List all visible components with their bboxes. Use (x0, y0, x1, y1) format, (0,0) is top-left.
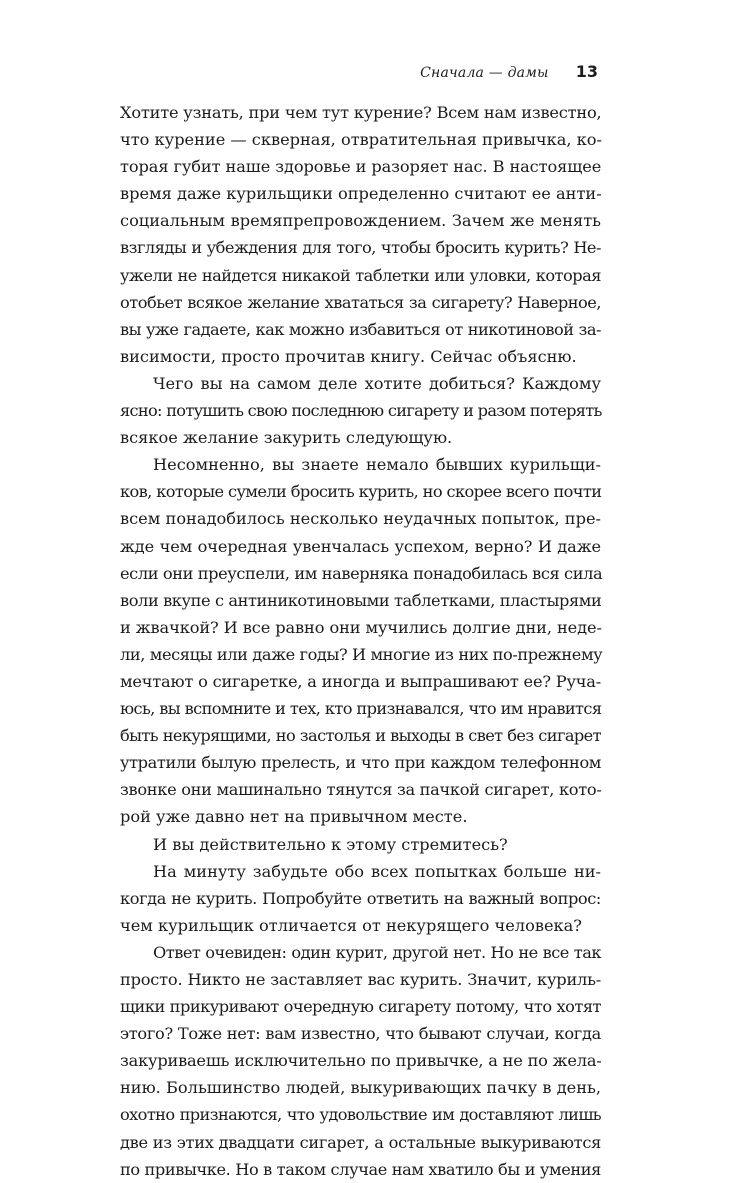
text-line: просто. Никто не заставляет вас курить. Значит, куриль- (120, 970, 601, 989)
text-line: охотно признаются, что удовольствие им доставляют лишь (120, 1105, 601, 1125)
text-line: Ответ очевиден: один курит, другой нет. Но не все так (153, 942, 601, 962)
text-line: всякое желание закурить следующую. (120, 428, 453, 448)
text-line: закуриваешь исключительно по привычке, а не по жела- (120, 1051, 602, 1071)
body-text (120, 99, 601, 1183)
text-line: ясно: потушить свою последнюю сигарету и разом потерять (120, 401, 602, 421)
page-number: 13 (575, 62, 598, 81)
text-line: если они преуспели, им наверняка понадобилась вся сила (120, 563, 603, 583)
running-header (120, 62, 598, 84)
text-line: На минуту забудьте обо всех попытках больше ни- (153, 861, 601, 881)
text-line: ков, которые сумели бросить курить, но скорее всего почти (120, 482, 602, 502)
text-line: этого? Тоже нет: вам известно, что бывают случаи, когда (120, 1024, 601, 1044)
text-line: Хотите узнать, при чем тут курение? Всем нам известно, (120, 103, 602, 122)
text-line: отобьет всякое желание хвататься за сигарету? Наверное, (120, 292, 601, 312)
text-line: юсь, вы вспомните и тех, кто признавался, что им нравится (120, 699, 602, 719)
text-line: звонке они машинально тянутся за пачкой сигарет, кото- (120, 780, 602, 800)
text-line: рой уже давно нет на привычном месте. (120, 807, 468, 827)
text-line: всем понадобилось несколько неудачных попыток, пре- (120, 509, 601, 529)
text-line: ужели не найдется никакой таблетки или уловки, которая (120, 265, 601, 285)
text-line: нию. Большинство людей, выкуривающих пачку в день, (120, 1078, 601, 1098)
text-line: взгляды и убеждения для того, чтобы бросить курить? Не- (120, 238, 601, 258)
text-line: висимости, просто прочитав книгу. Сейчас объясню. (120, 346, 577, 366)
text-line: две из этих двадцати сигарет, а остальные выкуриваются (120, 1132, 601, 1152)
text-line: вы уже гадаете, как можно избавиться от никотиновой за- (120, 319, 601, 339)
text-line: утратили былую прелесть, и что при каждом телефонном (120, 753, 601, 773)
text-line: ли, месяцы или даже годы? И многие из них по-прежнему (120, 644, 603, 664)
text-line: когда не курить. Попробуйте ответить на важный вопрос: (120, 888, 601, 908)
text-line: щики прикуривают очередную сигарету потому, что хотят (120, 997, 601, 1017)
text-line: по привычке. Но в таком случае нам хватило бы и умения (120, 1159, 601, 1179)
text-line: Несомненно, вы знаете немало бывших курильщи- (153, 455, 601, 475)
text-line: И вы действительно к этому стремитесь? (153, 834, 508, 854)
text-line: Чего вы на самом деле хотите добиться? Каждому (153, 373, 601, 393)
running-title: Сначала — дамы (420, 65, 549, 81)
text-line: и жвачкой? И все равно они мучились долгие дни, неде- (120, 617, 602, 637)
text-line: что курение — скверная, отвратительная привычка, ко- (120, 130, 602, 150)
text-line: воли вкупе с антиникотиновыми таблетками, пластырями (120, 590, 602, 610)
text-line: торая губит наше здоровье и разоряет нас. В настоящее (120, 157, 602, 177)
text-line: быть некурящими, но застолья и выходы в свет без сигарет (120, 726, 601, 746)
text-line: социальным времяпрепровождением. Зачем же менять (120, 211, 601, 231)
text-line: время даже курильщики определенно считают ее анти- (120, 184, 602, 204)
text-line: жде чем очередная увенчалась успехом, верно? И даже (120, 536, 601, 556)
text-line: мечтают о сигаретке, а иногда и выпрашивают ее? Руча- (120, 671, 601, 691)
text-line: чем курильщик отличается от некурящего человека? (120, 915, 582, 935)
